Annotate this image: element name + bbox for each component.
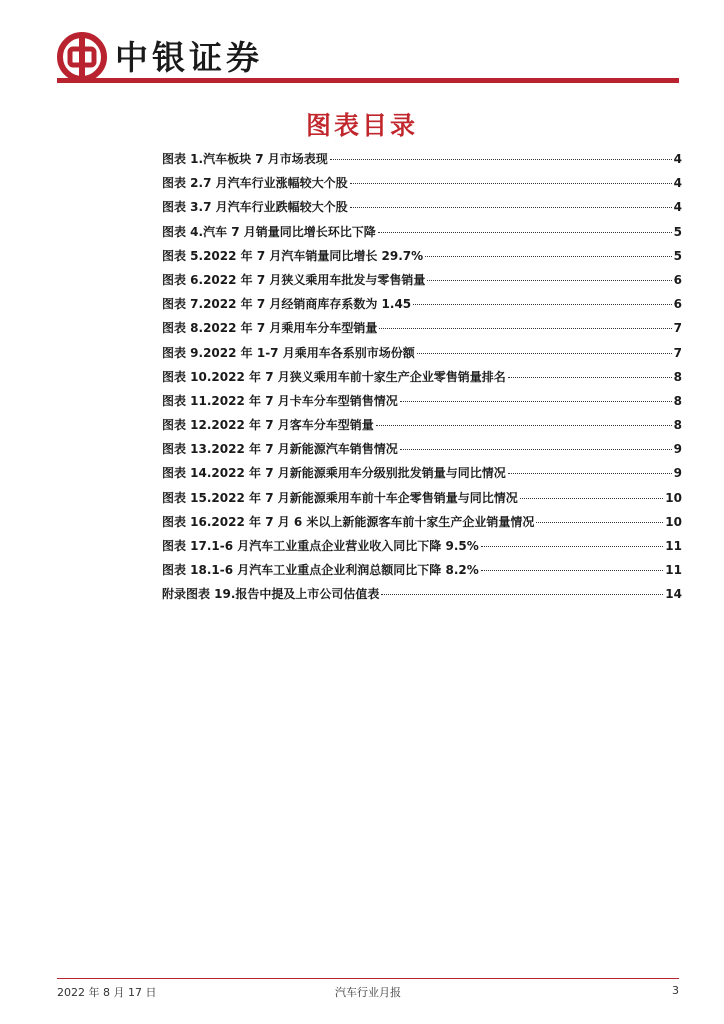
toc-entry[interactable] (162, 489, 682, 513)
toc-entry-label: 图表 4.汽车 7 月销量同比增长环比下降 (162, 224, 376, 239)
toc-entry[interactable] (162, 513, 682, 537)
toc-entry-page: 8 (673, 393, 682, 408)
toc-dot-leader (536, 522, 663, 523)
toc-entry-label: 图表 1.汽车板块 7 月市场表现 (162, 152, 328, 166)
toc-entry-label: 图表 9.2022 年 1-7 月乘用车各系别市场份额 (162, 345, 415, 360)
toc-entry-page: 5 (673, 248, 682, 263)
page-footer (57, 984, 679, 1000)
toc-entry-label: 图表 2.7 月汽车行业涨幅较大个股 (162, 176, 348, 191)
toc-entry-page: 14 (665, 587, 682, 602)
toc-entry[interactable] (162, 392, 682, 416)
toc-entry-label: 图表 3.7 月汽车行业跌幅较大个股 (162, 200, 348, 215)
toc-dot-leader (400, 449, 672, 450)
toc-entry-page: 5 (673, 224, 682, 239)
toc-dot-leader (417, 353, 672, 354)
toc-entry[interactable] (162, 368, 682, 392)
toc-entry[interactable] (162, 585, 682, 609)
toc-dot-leader (481, 546, 664, 547)
toc-entry[interactable] (162, 271, 682, 295)
toc-entry[interactable] (162, 174, 682, 198)
toc-dot-leader (378, 232, 672, 233)
toc-entry-page: 8 (673, 418, 682, 433)
brand-logo (57, 32, 263, 82)
toc-dot-leader (425, 256, 671, 257)
toc-entry-label: 图表 13.2022 年 7 月新能源汽车销售情况 (162, 442, 398, 457)
toc-entry-page: 9 (673, 466, 682, 481)
footer-date: 2022 年 8 月 17 日 (57, 986, 157, 999)
toc-entry-page: 8 (673, 369, 682, 384)
footer-report-type: 汽车行业月报 (335, 986, 401, 999)
toc-title: 图表目录 (305, 111, 418, 140)
toc-entry-page: 11 (665, 563, 682, 578)
toc-entry-page: 10 (665, 514, 682, 529)
toc-entry[interactable] (162, 295, 682, 319)
toc-entry[interactable] (162, 150, 682, 174)
toc-dot-leader (330, 159, 672, 160)
toc-entry[interactable] (162, 344, 682, 368)
toc-entry-label: 图表 10.2022 年 7 月狭义乘用车前十家生产企业零售销量排名 (162, 369, 506, 384)
toc-entry-page: 7 (673, 345, 682, 360)
toc-entry-label: 图表 17.1-6 月汽车工业重点企业营业收入同比下降 9.5% (162, 539, 479, 553)
toc-dot-leader (400, 401, 672, 402)
toc-entry-page: 11 (665, 539, 682, 553)
footer-page-number: 3 (672, 984, 679, 997)
toc-entry-page: 6 (673, 297, 682, 312)
toc-dot-leader (427, 280, 671, 281)
toc-dot-leader (508, 377, 672, 378)
toc-entry-label: 附录图表 19.报告中提及上市公司估值表 (162, 587, 380, 602)
toc-entry[interactable] (162, 223, 682, 247)
toc-entry-page: 4 (673, 176, 682, 191)
toc-entry[interactable] (162, 464, 682, 488)
toc-entry-page: 7 (673, 321, 682, 336)
toc-entry[interactable] (162, 247, 682, 271)
toc-entry-page: 9 (673, 442, 682, 457)
toc-entry[interactable] (162, 537, 682, 561)
toc-dot-leader (379, 328, 671, 329)
toc-dot-leader (350, 183, 672, 184)
toc-entry[interactable] (162, 416, 682, 440)
toc-entry-label: 图表 11.2022 年 7 月卡车分车型销售情况 (162, 393, 398, 408)
toc-entry-label: 图表 6.2022 年 7 月狭义乘用车批发与零售销量 (162, 272, 426, 287)
brand-name: 中银证券 (115, 37, 263, 77)
header-divider (57, 78, 679, 83)
toc-entry-label: 图表 14.2022 年 7 月新能源乘用车分级别批发销量与同比情况 (162, 466, 506, 481)
toc-entry-label: 图表 8.2022 年 7 月乘用车分车型销量 (162, 321, 378, 336)
toc-dot-leader (381, 594, 663, 595)
toc-dot-leader (376, 425, 672, 426)
toc-dot-leader (481, 570, 664, 571)
toc-dot-leader (350, 207, 672, 208)
toc-dot-leader (413, 304, 671, 305)
toc-entry-label: 图表 12.2022 年 7 月客车分车型销量 (162, 418, 374, 433)
toc-entry-page: 10 (665, 490, 682, 505)
toc-entry-label: 图表 7.2022 年 7 月经销商库存系数为 1.45 (162, 297, 412, 312)
toc-entry[interactable] (162, 198, 682, 222)
bank-of-china-logo-icon (57, 32, 107, 82)
toc-entry-label: 图表 15.2022 年 7 月新能源乘用车前十车企零售销量与同比情况 (162, 490, 518, 505)
toc-entry-page: 6 (673, 272, 682, 287)
toc-entry-label: 图表 5.2022 年 7 月汽车销量同比增长 29.7% (162, 248, 424, 263)
toc-dot-leader (520, 498, 664, 499)
toc-entry-page: 4 (673, 152, 682, 166)
footer-divider (57, 978, 679, 979)
toc-entry-page: 4 (673, 200, 682, 215)
toc-list (162, 150, 682, 610)
toc-entry[interactable] (162, 319, 682, 343)
toc-entry-label: 图表 16.2022 年 7 月 6 米以上新能源客车前十家生产企业销量情况 (162, 514, 535, 529)
page-header (57, 26, 679, 86)
toc-entry-label: 图表 18.1-6 月汽车工业重点企业利润总额同比下降 8.2% (162, 563, 479, 578)
toc-entry[interactable] (162, 440, 682, 464)
toc-dot-leader (508, 473, 672, 474)
toc-entry[interactable] (162, 561, 682, 585)
